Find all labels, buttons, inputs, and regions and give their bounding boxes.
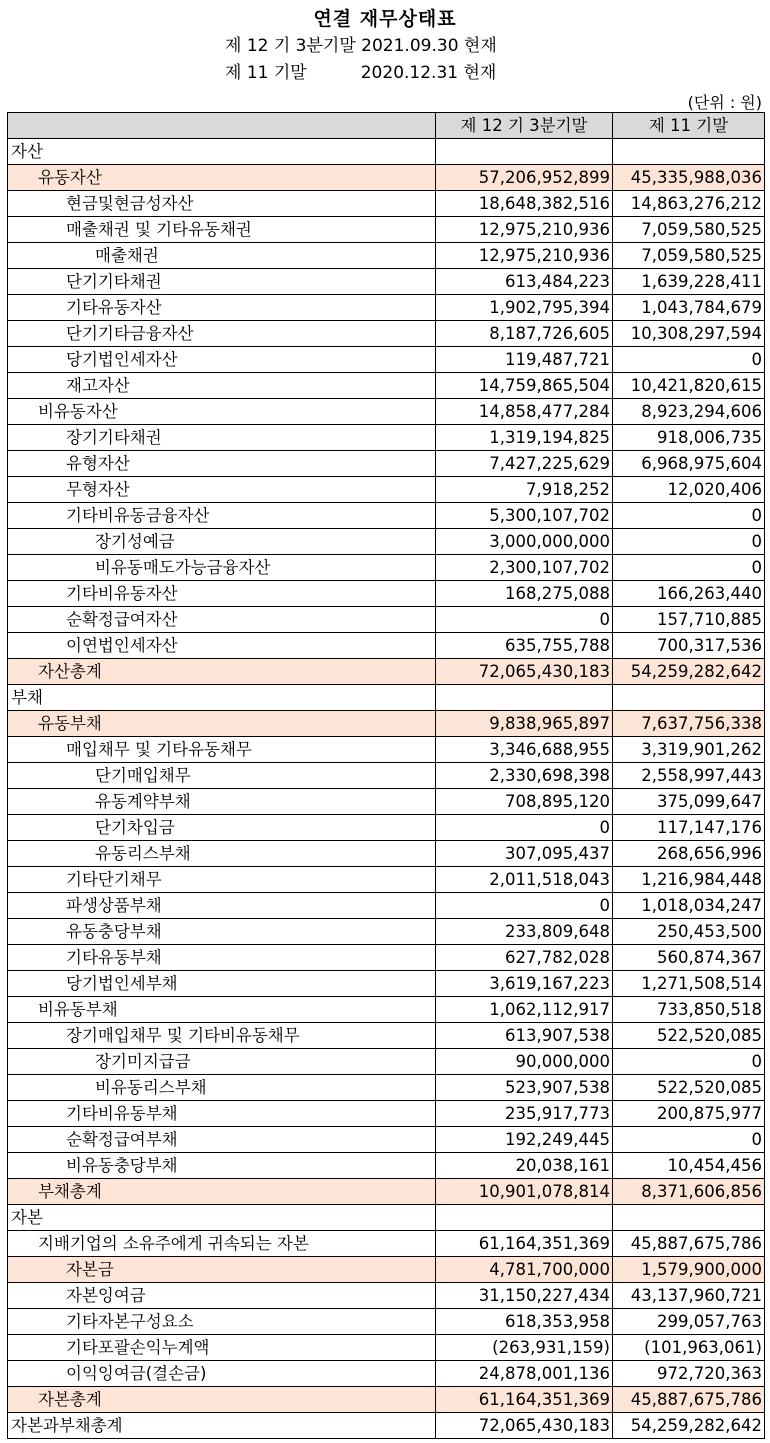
table-row bbox=[8, 1361, 765, 1387]
previous-value-cell: 1,216,984,448 bbox=[613, 867, 765, 893]
current-value-cell: 20,038,161 bbox=[436, 1153, 613, 1179]
previous-value-cell: 7,637,756,338 bbox=[613, 711, 765, 737]
table-row bbox=[8, 1101, 765, 1127]
account-label-cell: 단기기타금융자산 bbox=[8, 321, 436, 347]
current-value-cell bbox=[436, 685, 613, 711]
current-value-cell: 523,907,538 bbox=[436, 1075, 613, 1101]
account-label-cell: 순확정급여자산 bbox=[8, 607, 436, 633]
current-value-cell: 61,164,351,369 bbox=[436, 1387, 613, 1413]
previous-value-cell: 200,875,977 bbox=[613, 1101, 765, 1127]
table-row bbox=[8, 555, 765, 581]
account-label-cell: 파생상품부채 bbox=[8, 893, 436, 919]
previous-value-cell: 157,710,885 bbox=[613, 607, 765, 633]
account-label-cell: 매출채권 및 기타유동채권 bbox=[8, 217, 436, 243]
current-value-cell: 72,065,430,183 bbox=[436, 1413, 613, 1439]
account-label-cell: 자본잉여금 bbox=[8, 1283, 436, 1309]
previous-value-cell bbox=[613, 1205, 765, 1231]
column-header-account bbox=[8, 113, 436, 139]
account-label-cell: 자본 bbox=[8, 1205, 436, 1231]
current-value-cell: 31,150,227,434 bbox=[436, 1283, 613, 1309]
previous-value-cell: 1,271,508,514 bbox=[613, 971, 765, 997]
account-label-cell: 당기법인세자산 bbox=[8, 347, 436, 373]
table-row bbox=[8, 269, 765, 295]
previous-value-cell: 250,453,500 bbox=[613, 919, 765, 945]
account-label-cell: 유동계약부채 bbox=[8, 789, 436, 815]
current-value-cell: 1,319,194,825 bbox=[436, 425, 613, 451]
table-row bbox=[8, 841, 765, 867]
previous-value-cell: 918,006,735 bbox=[613, 425, 765, 451]
table-row bbox=[8, 1075, 765, 1101]
column-header-current: 제 12 기 3분기말 bbox=[436, 113, 613, 139]
previous-value-cell: 700,317,536 bbox=[613, 633, 765, 659]
period-current-line: 제 12 기 3분기말 2021.09.30 현재 bbox=[225, 36, 497, 56]
previous-value-cell: (101,963,061) bbox=[613, 1335, 765, 1361]
previous-value-cell: 54,259,282,642 bbox=[613, 1413, 765, 1439]
table-row bbox=[8, 711, 765, 737]
current-value-cell: 57,206,952,899 bbox=[436, 165, 613, 191]
account-label-cell: 기타비유동부채 bbox=[8, 1101, 436, 1127]
account-label-cell: 유동부채 bbox=[8, 711, 436, 737]
current-value-cell: 14,759,865,504 bbox=[436, 373, 613, 399]
account-label-cell: 기타유동자산 bbox=[8, 295, 436, 321]
table-row bbox=[8, 373, 765, 399]
current-value-cell: 9,838,965,897 bbox=[436, 711, 613, 737]
current-value-cell: 235,917,773 bbox=[436, 1101, 613, 1127]
previous-value-cell: 7,059,580,525 bbox=[613, 243, 765, 269]
account-label-cell: 유형자산 bbox=[8, 451, 436, 477]
table-row bbox=[8, 321, 765, 347]
current-value-cell: 72,065,430,183 bbox=[436, 659, 613, 685]
table-row bbox=[8, 1153, 765, 1179]
previous-value-cell: 299,057,763 bbox=[613, 1309, 765, 1335]
previous-value-cell bbox=[613, 685, 765, 711]
current-value-cell: 5,300,107,702 bbox=[436, 503, 613, 529]
table-row bbox=[8, 451, 765, 477]
previous-value-cell: 166,263,440 bbox=[613, 581, 765, 607]
current-value-cell: 618,353,958 bbox=[436, 1309, 613, 1335]
previous-value-cell: 3,319,901,262 bbox=[613, 737, 765, 763]
account-label-cell: 기타비유동자산 bbox=[8, 581, 436, 607]
previous-value-cell: 45,887,675,786 bbox=[613, 1387, 765, 1413]
table-row bbox=[8, 815, 765, 841]
previous-value-cell: 0 bbox=[613, 555, 765, 581]
column-header-previous: 제 11 기말 bbox=[613, 113, 765, 139]
previous-value-cell: 43,137,960,721 bbox=[613, 1283, 765, 1309]
table-row bbox=[8, 971, 765, 997]
previous-value-cell: 54,259,282,642 bbox=[613, 659, 765, 685]
previous-value-cell: 522,520,085 bbox=[613, 1023, 765, 1049]
previous-value-cell: 972,720,363 bbox=[613, 1361, 765, 1387]
table-row bbox=[8, 633, 765, 659]
current-value-cell: 635,755,788 bbox=[436, 633, 613, 659]
previous-value-cell: 7,059,580,525 bbox=[613, 217, 765, 243]
account-label-cell: 자본금 bbox=[8, 1257, 436, 1283]
current-value-cell: 18,648,382,516 bbox=[436, 191, 613, 217]
table-row bbox=[8, 763, 765, 789]
account-label-cell: 자본총계 bbox=[8, 1387, 436, 1413]
account-label-cell: 비유동매도가능금융자산 bbox=[8, 555, 436, 581]
table-row bbox=[8, 789, 765, 815]
table-header-row bbox=[8, 113, 765, 139]
table-row bbox=[8, 919, 765, 945]
current-value-cell: 708,895,120 bbox=[436, 789, 613, 815]
previous-value-cell: 1,018,034,247 bbox=[613, 893, 765, 919]
current-value-cell: 61,164,351,369 bbox=[436, 1231, 613, 1257]
account-label-cell: 기타단기채무 bbox=[8, 867, 436, 893]
current-value-cell: 10,901,078,814 bbox=[436, 1179, 613, 1205]
current-value-cell: 1,902,795,394 bbox=[436, 295, 613, 321]
table-row bbox=[8, 1413, 765, 1439]
current-value-cell: 90,000,000 bbox=[436, 1049, 613, 1075]
current-value-cell: 119,487,721 bbox=[436, 347, 613, 373]
previous-value-cell: 8,923,294,606 bbox=[613, 399, 765, 425]
account-label-cell: 매출채권 bbox=[8, 243, 436, 269]
table-row bbox=[8, 1049, 765, 1075]
previous-value-cell: 0 bbox=[613, 347, 765, 373]
current-value-cell bbox=[436, 1205, 613, 1231]
current-value-cell: 12,975,210,936 bbox=[436, 243, 613, 269]
table-row bbox=[8, 503, 765, 529]
previous-value-cell: 0 bbox=[613, 503, 765, 529]
current-value-cell: 0 bbox=[436, 607, 613, 633]
account-label-cell: 유동충당부채 bbox=[8, 919, 436, 945]
table-row bbox=[8, 477, 765, 503]
account-label-cell: 지배기업의 소유주에게 귀속되는 자본 bbox=[8, 1231, 436, 1257]
account-label-cell: 장기미지급금 bbox=[8, 1049, 436, 1075]
previous-value-cell: 522,520,085 bbox=[613, 1075, 765, 1101]
previous-value-cell: 8,371,606,856 bbox=[613, 1179, 765, 1205]
account-label-cell: 장기기타채권 bbox=[8, 425, 436, 451]
table-row bbox=[8, 1205, 765, 1231]
account-label-cell: 무형자산 bbox=[8, 477, 436, 503]
table-row bbox=[8, 139, 765, 165]
previous-value-cell: 10,421,820,615 bbox=[613, 373, 765, 399]
table-row bbox=[8, 659, 765, 685]
table-row bbox=[8, 1023, 765, 1049]
current-value-cell: 0 bbox=[436, 893, 613, 919]
account-label-cell: 비유동리스부채 bbox=[8, 1075, 436, 1101]
page-title: 연결 재무상태표 bbox=[313, 8, 457, 30]
current-value-cell bbox=[436, 139, 613, 165]
table-body bbox=[8, 139, 765, 1439]
previous-value-cell: 0 bbox=[613, 1049, 765, 1075]
account-label-cell: 부채총계 bbox=[8, 1179, 436, 1205]
account-label-cell: 재고자산 bbox=[8, 373, 436, 399]
table-row bbox=[8, 217, 765, 243]
table-row bbox=[8, 295, 765, 321]
current-value-cell: 3,619,167,223 bbox=[436, 971, 613, 997]
previous-value-cell: 6,968,975,604 bbox=[613, 451, 765, 477]
table-row bbox=[8, 1283, 765, 1309]
current-value-cell: 627,782,028 bbox=[436, 945, 613, 971]
current-value-cell: 2,330,698,398 bbox=[436, 763, 613, 789]
account-label-cell: 장기성예금 bbox=[8, 529, 436, 555]
account-label-cell: 자산총계 bbox=[8, 659, 436, 685]
period-previous-line: 제 11 기말 2020.12.31 현재 bbox=[225, 63, 497, 83]
account-label-cell: 당기법인세부채 bbox=[8, 971, 436, 997]
current-value-cell: 307,095,437 bbox=[436, 841, 613, 867]
table-row bbox=[8, 685, 765, 711]
account-label-cell: 장기매입채무 및 기타비유동채무 bbox=[8, 1023, 436, 1049]
table-row bbox=[8, 1179, 765, 1205]
table-row bbox=[8, 347, 765, 373]
account-label-cell: 기타비유동금융자산 bbox=[8, 503, 436, 529]
previous-value-cell: 10,308,297,594 bbox=[613, 321, 765, 347]
account-label-cell: 단기차입금 bbox=[8, 815, 436, 841]
balance-sheet-table bbox=[7, 112, 765, 1439]
previous-value-cell: 268,656,996 bbox=[613, 841, 765, 867]
current-value-cell: 613,907,538 bbox=[436, 1023, 613, 1049]
table-row bbox=[8, 737, 765, 763]
current-value-cell: 3,000,000,000 bbox=[436, 529, 613, 555]
account-label-cell: 이연법인세자산 bbox=[8, 633, 436, 659]
current-value-cell: 2,300,107,702 bbox=[436, 555, 613, 581]
previous-value-cell: 1,579,900,000 bbox=[613, 1257, 765, 1283]
account-label-cell: 비유동충당부채 bbox=[8, 1153, 436, 1179]
previous-value-cell: 14,863,276,212 bbox=[613, 191, 765, 217]
current-value-cell: 613,484,223 bbox=[436, 269, 613, 295]
table-row bbox=[8, 191, 765, 217]
current-value-cell: 12,975,210,936 bbox=[436, 217, 613, 243]
current-value-cell: 8,187,726,605 bbox=[436, 321, 613, 347]
current-value-cell: 2,011,518,043 bbox=[436, 867, 613, 893]
account-label-cell: 순확정급여부채 bbox=[8, 1127, 436, 1153]
table-row bbox=[8, 893, 765, 919]
current-value-cell: 1,062,112,917 bbox=[436, 997, 613, 1023]
current-value-cell: 233,809,648 bbox=[436, 919, 613, 945]
table-row bbox=[8, 165, 765, 191]
previous-value-cell: 560,874,367 bbox=[613, 945, 765, 971]
account-label-cell: 유동리스부채 bbox=[8, 841, 436, 867]
account-label-cell: 자산 bbox=[8, 139, 436, 165]
current-value-cell: 14,858,477,284 bbox=[436, 399, 613, 425]
previous-value-cell bbox=[613, 139, 765, 165]
table-row bbox=[8, 945, 765, 971]
previous-value-cell: 375,099,647 bbox=[613, 789, 765, 815]
current-value-cell: 192,249,445 bbox=[436, 1127, 613, 1153]
table-row bbox=[8, 1231, 765, 1257]
current-value-cell: 168,275,088 bbox=[436, 581, 613, 607]
account-label-cell: 자본과부채총계 bbox=[8, 1413, 436, 1439]
table-row bbox=[8, 607, 765, 633]
previous-value-cell: 1,639,228,411 bbox=[613, 269, 765, 295]
account-label-cell: 유동자산 bbox=[8, 165, 436, 191]
current-value-cell: 4,781,700,000 bbox=[436, 1257, 613, 1283]
current-value-cell: 7,918,252 bbox=[436, 477, 613, 503]
current-value-cell: 7,427,225,629 bbox=[436, 451, 613, 477]
table-row bbox=[8, 1257, 765, 1283]
account-label-cell: 이익잉여금(결손금) bbox=[8, 1361, 436, 1387]
table-row bbox=[8, 867, 765, 893]
table-row bbox=[8, 425, 765, 451]
table-row bbox=[8, 581, 765, 607]
account-label-cell: 매입채무 및 기타유동채무 bbox=[8, 737, 436, 763]
current-value-cell: 24,878,001,136 bbox=[436, 1361, 613, 1387]
previous-value-cell: 45,887,675,786 bbox=[613, 1231, 765, 1257]
unit-label: (단위 : 원) bbox=[687, 93, 762, 112]
current-value-cell: 0 bbox=[436, 815, 613, 841]
account-label-cell: 기타자본구성요소 bbox=[8, 1309, 436, 1335]
previous-value-cell: 733,850,518 bbox=[613, 997, 765, 1023]
current-value-cell: 3,346,688,955 bbox=[436, 737, 613, 763]
previous-value-cell: 0 bbox=[613, 529, 765, 555]
table-row bbox=[8, 399, 765, 425]
account-label-cell: 비유동부채 bbox=[8, 997, 436, 1023]
table-row bbox=[8, 1309, 765, 1335]
table-row bbox=[8, 1335, 765, 1361]
account-label-cell: 비유동자산 bbox=[8, 399, 436, 425]
table-row bbox=[8, 997, 765, 1023]
account-label-cell: 기타포괄손익누계액 bbox=[8, 1335, 436, 1361]
table-row bbox=[8, 1387, 765, 1413]
table-row bbox=[8, 243, 765, 269]
previous-value-cell: 2,558,997,443 bbox=[613, 763, 765, 789]
account-label-cell: 기타유동부채 bbox=[8, 945, 436, 971]
account-label-cell: 부채 bbox=[8, 685, 436, 711]
previous-value-cell: 1,043,784,679 bbox=[613, 295, 765, 321]
previous-value-cell: 45,335,988,036 bbox=[613, 165, 765, 191]
account-label-cell: 단기매입채무 bbox=[8, 763, 436, 789]
previous-value-cell: 10,454,456 bbox=[613, 1153, 765, 1179]
table-row bbox=[8, 1127, 765, 1153]
current-value-cell: (263,931,159) bbox=[436, 1335, 613, 1361]
account-label-cell: 현금및현금성자산 bbox=[8, 191, 436, 217]
previous-value-cell: 117,147,176 bbox=[613, 815, 765, 841]
previous-value-cell: 0 bbox=[613, 1127, 765, 1153]
table-row bbox=[8, 529, 765, 555]
previous-value-cell: 12,020,406 bbox=[613, 477, 765, 503]
account-label-cell: 단기기타채권 bbox=[8, 269, 436, 295]
